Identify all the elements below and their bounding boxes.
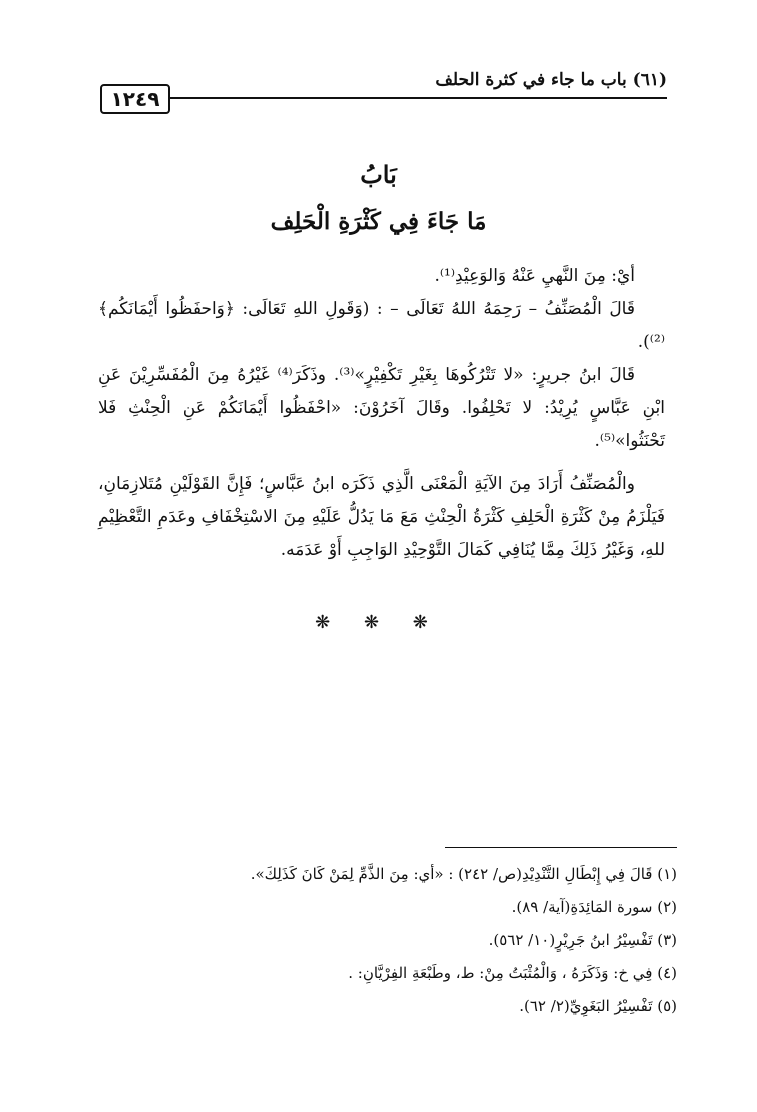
running-title: (٦١) باب ما جاء في كثرة الحلف [435, 70, 667, 90]
paragraph-1: أيْ: مِنَ النَّهيِ عَنْهُ وَالوَعِيْدِ⁽¹⁾. [434, 266, 635, 286]
paragraph-4: والْمُصَنِّفُ أَرَادَ مِنَ الآيَةِ الْمَعْنَى الَّذِي ذَكَرَه ابنُ عَبَّاسٍ؛ فَإِنَّ القَوْلَيْنِ مُتَلازِمَانِ، فَيَلْزَمُ مِنْ كَثْرَةِ الْحَلِفِ كَثْرَةُ الْحِنْثِ مَعَ مَا يَدُلُّ عَلَيْهِ مِنَ الاسْتِخْفَافِ وعَدَمِ التَّعْظِيْمِ للهِ، وَغَيْرُ ذَلِكَ مِمَّا يُنَافِي كَمَالَ التَّوْحِيْدِ الوَاجِبِ أَوْ عَدَمَه. [98, 474, 665, 560]
main-text [98, 260, 665, 567]
section-separator: ❋ ❋ ❋ [315, 612, 442, 633]
footnote-4: (٤) فِي خ: وَذَكَرَهُ ، وَالْمُثْبَتُ مِنْ: ط، وطَبْعَةِ الفِرْيَّانِ: . [348, 964, 677, 982]
running-header [100, 70, 667, 114]
footnotes [98, 858, 677, 1023]
footnote-5: (٥) تَفْسِيْرُ البَغَوِيِّ(٢/ ٦٢). [519, 997, 677, 1015]
paragraph-2: قَالَ الْمُصَنِّفُ – رَحِمَهُ اللهُ تَعَالَى – : (وَقَولِ اللهِ تَعَالَى: ﴿وَاحفَظُوا أَيْمَانَكُم﴾⁽²⁾). [98, 299, 665, 352]
header-rule [160, 97, 667, 99]
chapter-title: مَا جَاءَ فِي كَثْرَةِ الْحَلِف [270, 208, 487, 235]
footnote-3: (٣) تَفْسِيْرُ ابنُ جَرِيْرٍ(١٠/ ٥٦٢). [488, 931, 677, 949]
footnote-2: (٢) سورة المَائِدَةِ(آية/ ٨٩). [511, 898, 677, 916]
footnote-1: (١) قَالَ فِي إِبْطَالِ التَّنْدِيْدِ(ص/ ٢٤٢) : «أي: مِنَ الذَّمِّ لِمَنْ كَانَ كَذَلِكَ». [250, 865, 677, 883]
page-number: ١٢٤٩ [100, 84, 170, 114]
paragraph-3: قَالَ ابنُ جريرٍ: «لا تَتْرُكُوهَا بِغَيْرِ تَكْفِيْرٍ»⁽³⁾. وذَكَرَ⁽⁴⁾ غَيْرُهُ مِنَ الْمُفَسِّرِيْنَ عَنِ ابْنِ عَبَّاسٍ يُرِيْدُ: لا تَحْلِفُوا. وقَالَ آخَرُوْنَ: «احْفَظُوا أَيْمَانَكُمْ عَنِ الْحِنْثِ فَلا تَحْنَثُوا»⁽⁵⁾. [98, 365, 665, 451]
footnote-rule [445, 847, 677, 848]
chapter-label: بَابُ [360, 160, 397, 189]
